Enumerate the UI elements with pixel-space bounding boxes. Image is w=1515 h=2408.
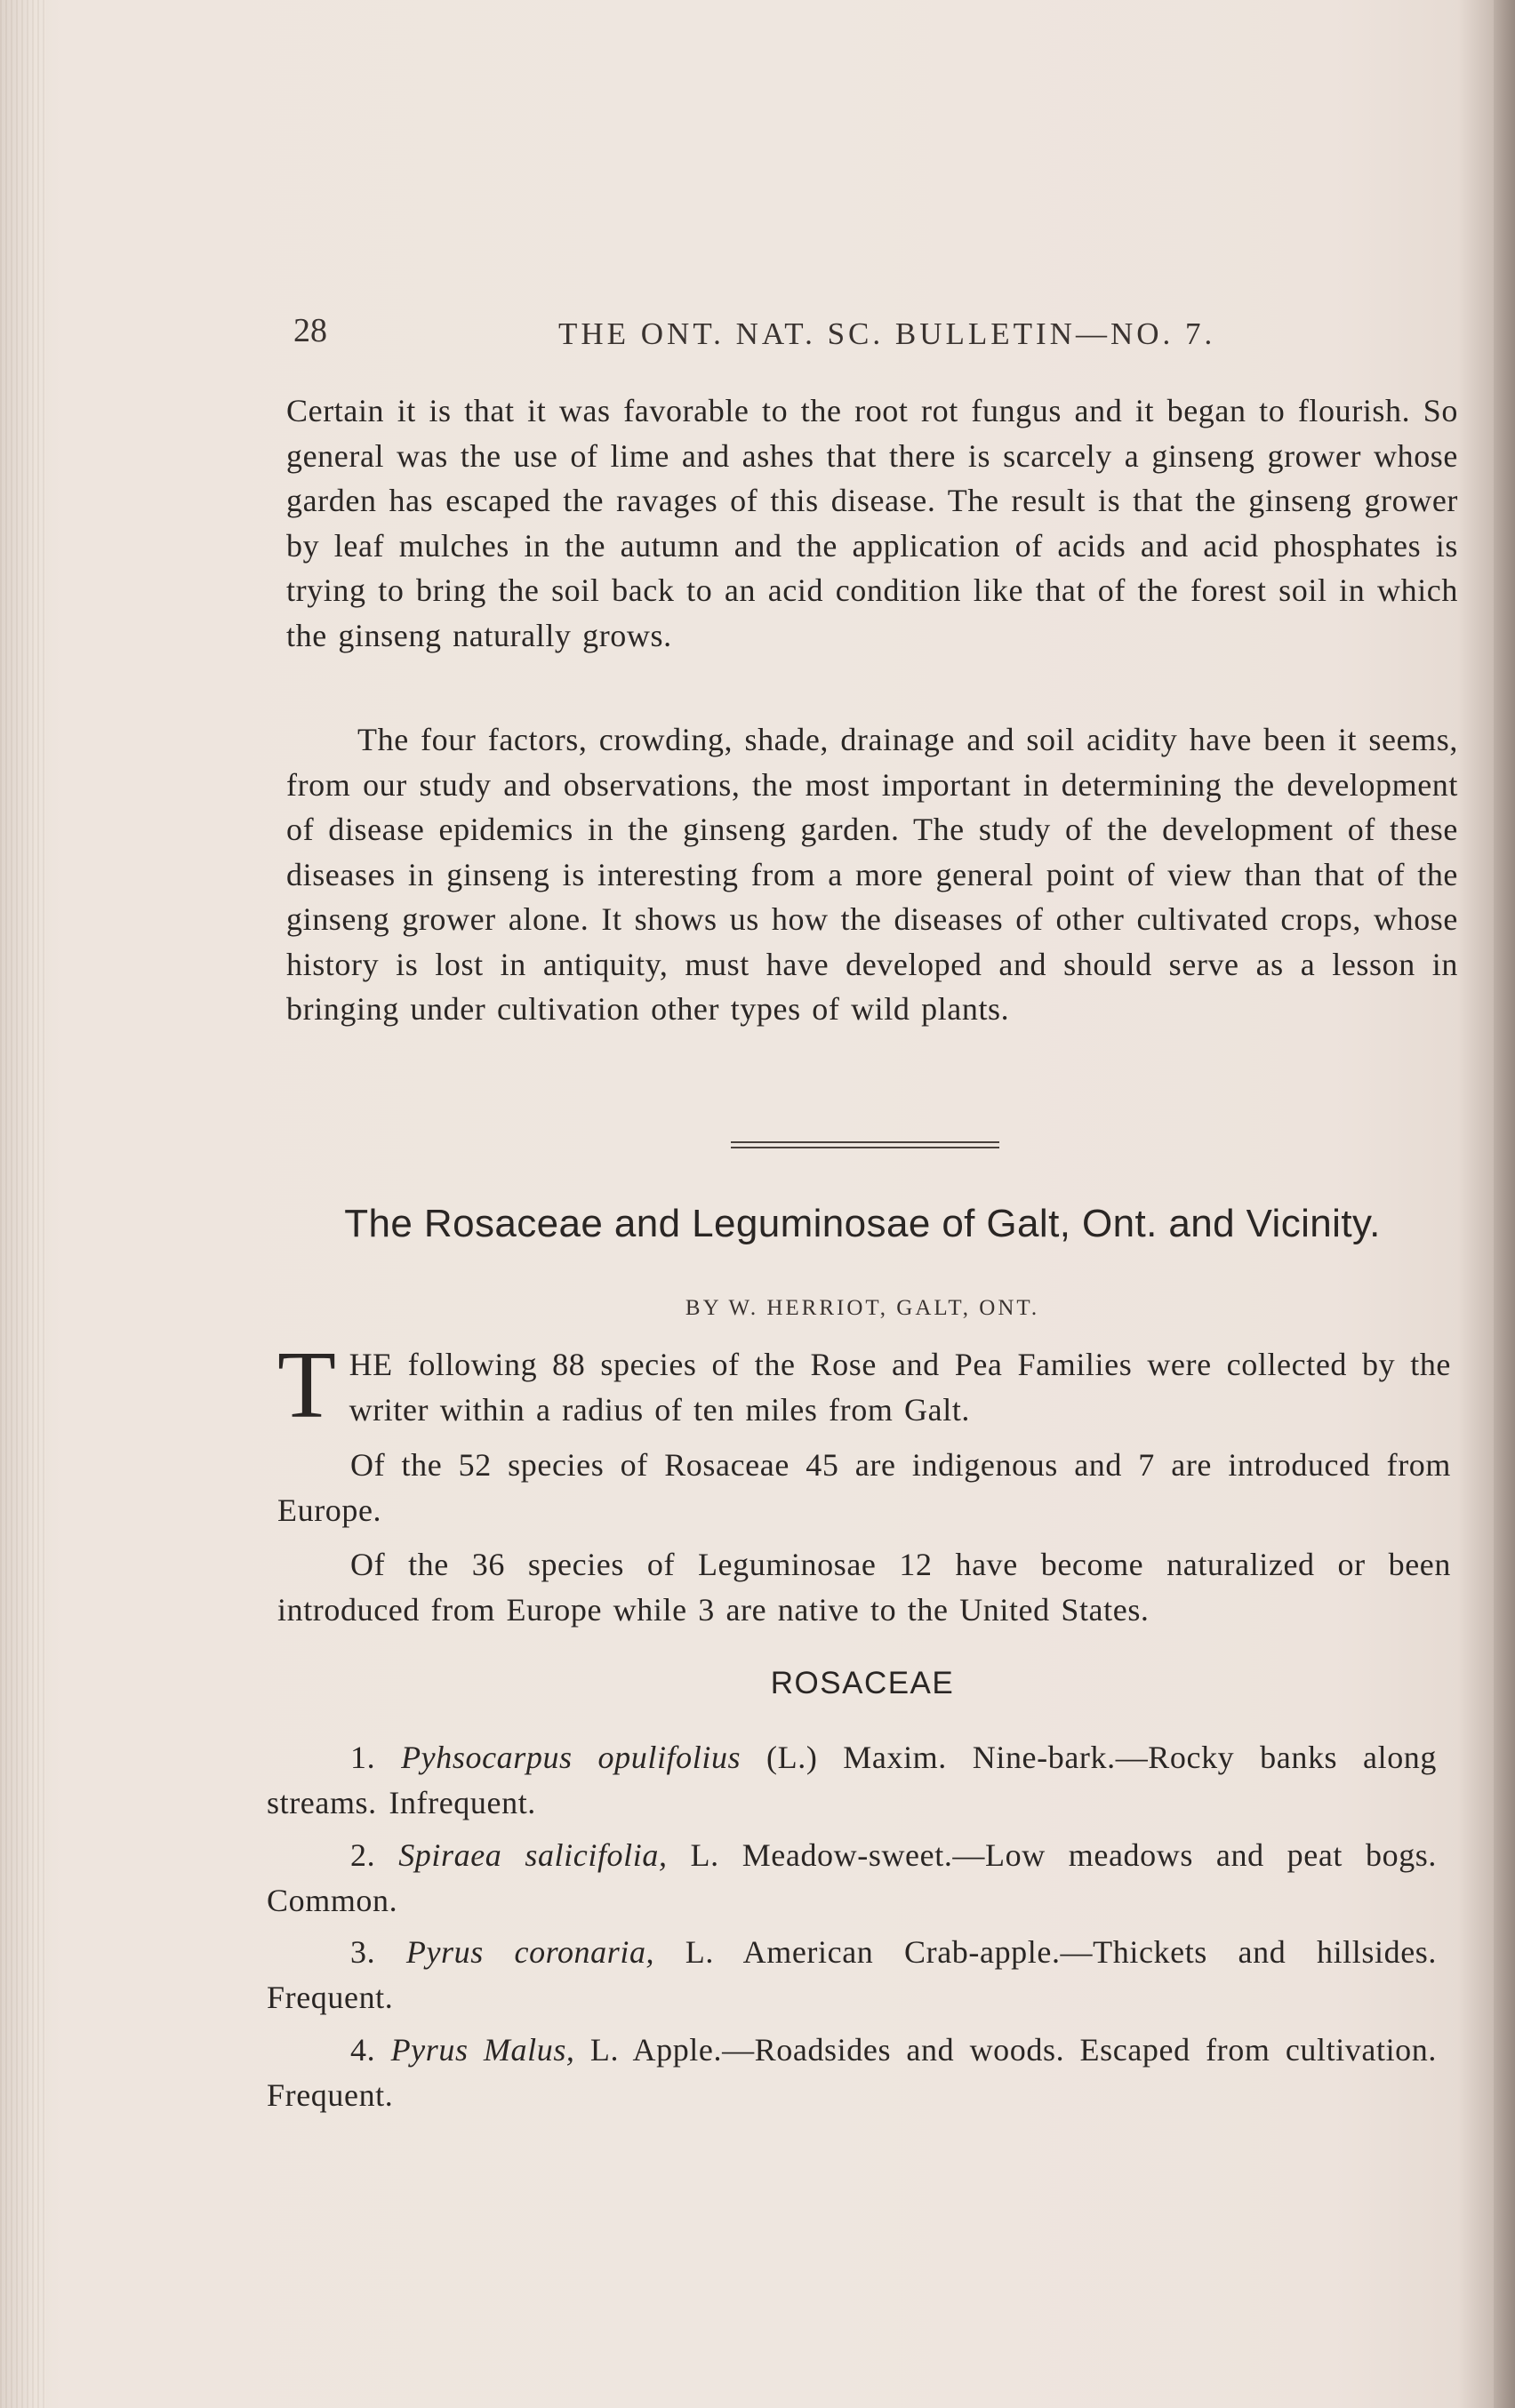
body-paragraph-2: The four factors, crowding, shade, drainage and soil acidity have been it seems, from our study and observations, the most important in determining the development of disease epidemics in the ginseng garden. The study of the development of these diseases in ginseng is interesting from a more general point of view than that of the ginseng grower alone. It shows us how the diseases of other cultivated crops, whose history is lost in antiquity, must have developed and should serve as a lesson in bringing under cultivation other types of wild plants. [286,722,1458,1027]
species-description: (L.) Maxim. Nine-bark.—Rocky banks along streams. Infrequent. [267,1740,1438,1820]
species-entry [267,1930,1437,2020]
species-scientific-name: Pyrus coronaria, [405,1934,655,1970]
page-gutter [0,0,46,2408]
leguminosae-count-paragraph: Of the 36 species of Leguminosae 12 have become naturalized or been introduced from Europe while 3 are native to the United States. [277,1547,1451,1628]
page-edge [1494,0,1515,2408]
species-scientific-name: Pyrus Malus, [390,2032,575,2068]
page-number: 28 [293,312,327,349]
species-description: L. Meadow-sweet.—Low meadows and peat bogs. Common. [267,1837,1438,1918]
species-scientific-name: Spiraea salicifolia, [398,1837,668,1873]
species-number: 1. [350,1740,376,1775]
species-number: 4. [350,2032,376,2068]
species-number: 2. [350,1837,376,1873]
species-number: 3. [350,1934,376,1970]
rosaceae-count-paragraph: Of the 52 species of Rosaceae 45 are indigenous and 7 are introduced from Europe. [277,1447,1451,1528]
drop-cap: T [277,1332,337,1438]
section-divider [731,1141,999,1148]
species-description: L. American Crab-apple.—Thickets and hillsides. Frequent. [267,1934,1437,2015]
intro-paragraph [277,1332,1451,1438]
species-entry [267,2028,1437,2117]
body-paragraph-1: Certain it is that it was favorable to the root rot fungus and it began to flourish. So general was the use of lime and ashes that there is scarcely a ginseng grower whose garden has escaped the ravages of this disease. The result is that the ginseng grower by leaf mulches in the autumn and the application of acids and acid phosphates is trying to bring the soil back to an acid condition like that of the forest soil in which the ginseng naturally grows. [286,393,1458,653]
section-heading: ROSACEAE [770,1666,955,1700]
article-byline: BY W. HERRIOT, GALT, ONT. [685,1296,1040,1320]
running-head: THE ONT. NAT. SC. BULLETIN—NO. 7. [558,316,1216,351]
intro-text: HE following 88 species of the Rose and Pea Families were collected by the writer within a radius of ten miles from Galt. [349,1347,1451,1428]
article-title: The Rosaceae and Leguminosae of Galt, Ont. and Vicinity. [344,1202,1381,1245]
species-entry [267,1833,1437,1923]
species-scientific-name: Pyhsocarpus opulifolius [401,1740,741,1775]
species-description: L. Apple.—Roadsides and woods. Escaped from cultivation. Frequent. [267,2032,1437,2113]
species-entry [267,1735,1437,1825]
